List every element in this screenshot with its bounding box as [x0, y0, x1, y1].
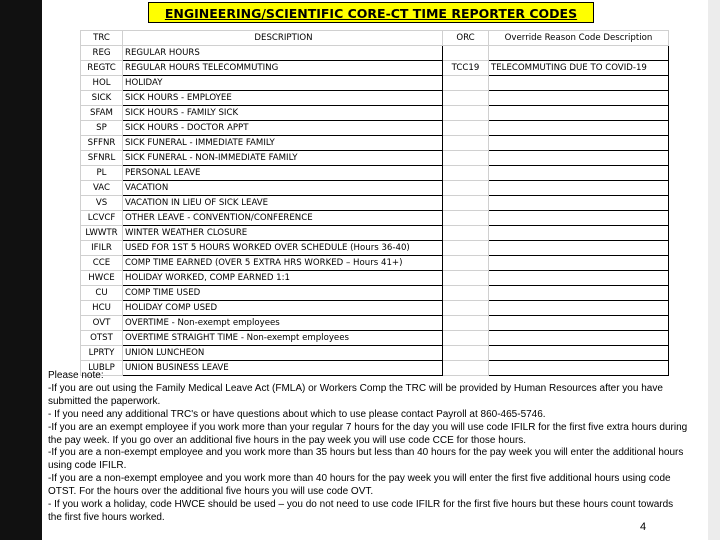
cell-trc: REGTC [81, 61, 123, 76]
cell-override-description [489, 121, 669, 136]
cell-trc: PL [81, 166, 123, 181]
cell-orc [443, 181, 489, 196]
table-row [81, 121, 669, 136]
table-row [81, 181, 669, 196]
cell-trc: HWCE [81, 271, 123, 286]
table-row [81, 136, 669, 151]
cell-orc [443, 346, 489, 361]
cell-orc [443, 256, 489, 271]
cell-override-description [489, 331, 669, 346]
table-header-row [81, 31, 669, 46]
cell-override-description [489, 226, 669, 241]
cell-description: VACATION IN LIEU OF SICK LEAVE [123, 196, 443, 211]
cell-description: VACATION [123, 181, 443, 196]
table-row [81, 346, 669, 361]
notes-section [48, 370, 688, 525]
cell-trc: CU [81, 286, 123, 301]
cell-description: SICK HOURS - EMPLOYEE [123, 91, 443, 106]
cell-orc [443, 46, 489, 61]
cell-description: SICK HOURS - FAMILY SICK [123, 106, 443, 121]
table-row [81, 76, 669, 91]
table-row [81, 91, 669, 106]
cell-orc [443, 331, 489, 346]
cell-override-description [489, 256, 669, 271]
cell-orc [443, 226, 489, 241]
cell-orc [443, 316, 489, 331]
cell-description: COMP TIME EARNED (OVER 5 EXTRA HRS WORKED – Hours 41+) [123, 256, 443, 271]
note-item: -If you are out using the Family Medical Leave Act (FMLA) or Workers Comp the TRC will be provided by Human Resources after you have submitted the paperwork. [48, 382, 663, 407]
table-row [81, 196, 669, 211]
cell-trc: LWWTR [81, 226, 123, 241]
cell-description: OVERTIME - Non-exempt employees [123, 316, 443, 331]
cell-trc: LCVCF [81, 211, 123, 226]
cell-description: WINTER WEATHER CLOSURE [123, 226, 443, 241]
cell-trc: LPRTY [81, 346, 123, 361]
cell-orc [443, 271, 489, 286]
note-item: - If you work a holiday, code HWCE should be used – you do not need to use code IFILR for the first five hours but these hours count towards the first five hours worked. [48, 499, 674, 523]
cell-orc [443, 301, 489, 316]
cell-orc [443, 106, 489, 121]
trc-table [80, 30, 669, 376]
table-row [81, 151, 669, 166]
table-row [81, 316, 669, 331]
cell-description: HOLIDAY COMP USED [123, 301, 443, 316]
cell-override-description [489, 181, 669, 196]
cell-override-description [489, 76, 669, 91]
cell-override-description [489, 106, 669, 121]
cell-override-description [489, 196, 669, 211]
table-row [81, 241, 669, 256]
cell-trc: HCU [81, 301, 123, 316]
cell-trc: SFAM [81, 106, 123, 121]
note-item: -If you are a non-exempt employee and you work more than 40 hours for the pay week you will enter the first five additional hours using code OTST. For the hours over the additional five hours you will use code OVT. [48, 473, 671, 498]
cell-orc [443, 286, 489, 301]
table-body [81, 46, 669, 376]
table-row [81, 301, 669, 316]
cell-override-description [489, 211, 669, 226]
table-row [81, 61, 669, 76]
cell-trc: HOL [81, 76, 123, 91]
note-item: -If you are a non-exempt employee and you work more than 35 hours but less than 40 hours for the pay week you will enter the additional hours using code IFILR. [48, 447, 684, 472]
cell-trc: CCE [81, 256, 123, 271]
cell-orc [443, 166, 489, 181]
cell-orc [443, 211, 489, 226]
cell-trc: VAC [81, 181, 123, 196]
cell-override-description [489, 316, 669, 331]
cell-trc: SFNRL [81, 151, 123, 166]
cell-trc: REG [81, 46, 123, 61]
cell-override-description [489, 136, 669, 151]
cell-description: HOLIDAY [123, 76, 443, 91]
cell-override-description [489, 286, 669, 301]
cell-trc: OTST [81, 331, 123, 346]
cell-trc: OVT [81, 316, 123, 331]
table-row [81, 106, 669, 121]
table-row [81, 166, 669, 181]
cell-override-description [489, 46, 669, 61]
cell-trc: SFFNR [81, 136, 123, 151]
cell-description: HOLIDAY WORKED, COMP EARNED 1:1 [123, 271, 443, 286]
note-item: -If you are an exempt employee if you work more than your regular 7 hours for the day you will use code IFILR for the first five extra hours during the pay week. If you go over an additional five hours in the pay week you will use code CCE for those hours. [48, 421, 688, 446]
cell-orc [443, 151, 489, 166]
cell-override-description [489, 151, 669, 166]
note-item: - If you need any additional TRC's or have questions about which to use please contact Payroll at 860-465-5746. [48, 408, 546, 420]
cell-description: COMP TIME USED [123, 286, 443, 301]
cell-trc: SP [81, 121, 123, 136]
cell-description: PERSONAL LEAVE [123, 166, 443, 181]
table-row [81, 286, 669, 301]
table-row [81, 211, 669, 226]
cell-description: USED FOR 1ST 5 HOURS WORKED OVER SCHEDULE (Hours 36-40) [123, 241, 443, 256]
notes-heading: Please note: [48, 370, 104, 381]
cell-orc [443, 241, 489, 256]
cell-description: SICK FUNERAL - IMMEDIATE FAMILY [123, 136, 443, 151]
header-override-description: Override Reason Code Description [489, 31, 669, 46]
cell-trc: SICK [81, 91, 123, 106]
page-title: ENGINEERING/SCIENTIFIC CORE-CT TIME REPORTER CODES [148, 2, 594, 23]
cell-orc [443, 76, 489, 91]
cell-trc: IFILR [81, 241, 123, 256]
cell-trc: LUBLP [81, 361, 123, 376]
cell-orc [443, 91, 489, 106]
table-row [81, 331, 669, 346]
table-row [81, 271, 669, 286]
cell-description: REGULAR HOURS [123, 46, 443, 61]
cell-description: REGULAR HOURS TELECOMMUTING [123, 61, 443, 76]
left-edge-bar [0, 0, 42, 540]
header-trc: TRC [81, 31, 123, 46]
cell-orc: TCC19 [443, 61, 489, 76]
table-row [81, 46, 669, 61]
cell-description: SICK HOURS - DOCTOR APPT [123, 121, 443, 136]
table-row [81, 256, 669, 271]
right-edge-bar [708, 0, 720, 540]
cell-orc [443, 136, 489, 151]
cell-orc [443, 121, 489, 136]
cell-orc [443, 196, 489, 211]
table-row [81, 226, 669, 241]
cell-override-description [489, 301, 669, 316]
cell-description: OVERTIME STRAIGHT TIME - Non-exempt employees [123, 331, 443, 346]
cell-trc: VS [81, 196, 123, 211]
cell-override-description [489, 166, 669, 181]
cell-override-description [489, 91, 669, 106]
cell-override-description [489, 271, 669, 286]
cell-override-description [489, 346, 669, 361]
cell-override-description [489, 241, 669, 256]
page-number: 4 [640, 521, 647, 533]
cell-description: SICK FUNERAL - NON-IMMEDIATE FAMILY [123, 151, 443, 166]
cell-override-description: TELECOMMUTING DUE TO COVID-19 [489, 61, 669, 76]
header-orc: ORC [443, 31, 489, 46]
cell-description: OTHER LEAVE - CONVENTION/CONFERENCE [123, 211, 443, 226]
cell-description: UNION LUNCHEON [123, 346, 443, 361]
header-description: DESCRIPTION [123, 31, 443, 46]
cell-description: UNION BUSINESS LEAVE [123, 361, 443, 376]
